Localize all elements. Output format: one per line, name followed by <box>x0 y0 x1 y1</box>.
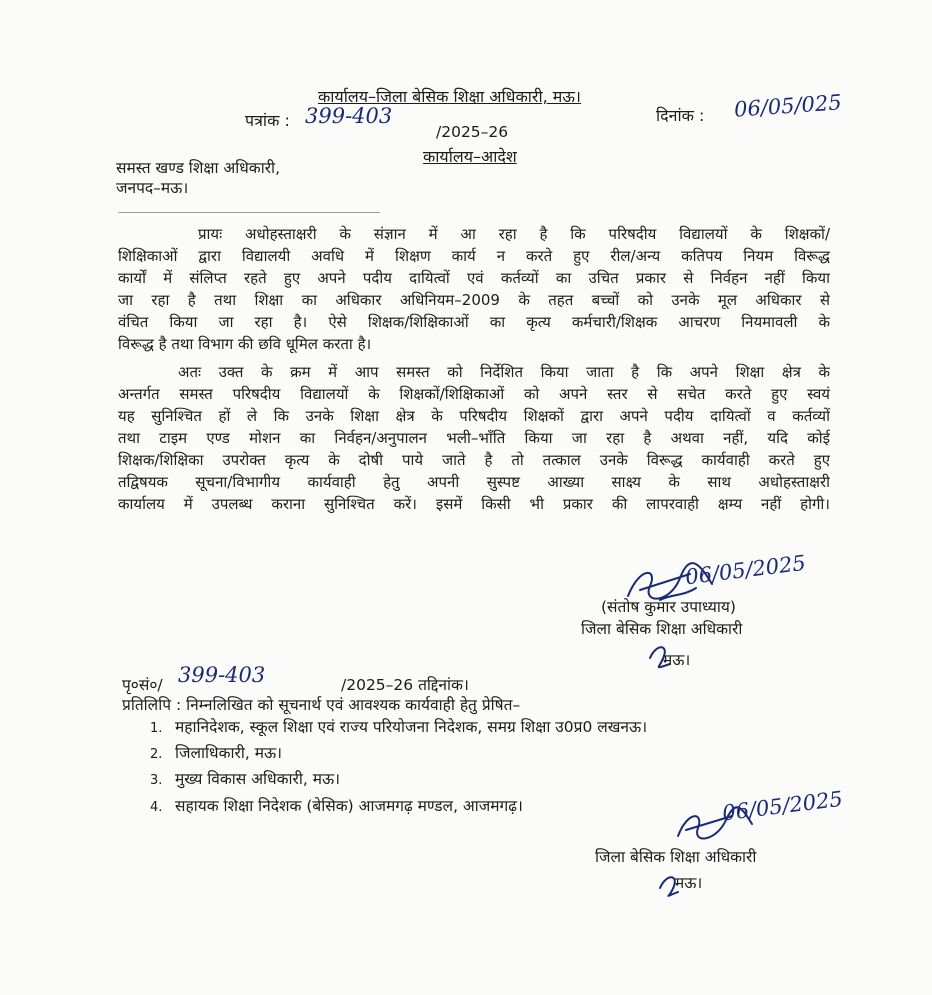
recipient-item: मुख्य विकास अधिकारी, मऊ। <box>175 770 341 788</box>
office-heading: कार्यालय–जिला बेसिक शिक्षा अधिकारी, मऊ। <box>318 87 581 106</box>
recipient-item: महानिदेशक, स्कूल शिक्षा एवं राज्य परियोजना निदेशक, समग्र शिक्षा उ0प्र0 लखनऊ। <box>175 718 648 736</box>
para2-line: शिक्षक/शिक्षिका उपरोक्त कृत्य के दोषी पाये जाते है तो तत्काल उनके विरूद्ध कार्यवाही करते हुए <box>118 451 830 469</box>
date-handwritten: 06/05/025 <box>733 90 843 122</box>
recipient-number: 1. <box>150 721 163 736</box>
recipient-number: 3. <box>150 773 163 788</box>
signatory-place: मऊ। <box>663 651 691 669</box>
endorsement-ref-handwritten: 399-403 <box>178 663 266 687</box>
para2-line: तथा टाइम एण्ड मोशन का निर्वहन/अनुपालन भली–भाँति किया जा रहा है अथवा नहीं, यदि कोई <box>118 429 830 447</box>
para1-line: प्रायः अधोहस्ताक्षरी के संज्ञान में आ रहा है कि परिषदीय विद्यालयों के शिक्षकों/ <box>198 225 830 243</box>
para1-line: शिक्षिकाओं द्वारा विद्यालयी अवधि में शिक्षण कार्य न करते हुए रील/अन्य कतिपय नियम विरूद्ध <box>118 247 830 265</box>
signature1-date-handwritten: 06/05/2025 <box>683 550 808 590</box>
signatory-name: (संतोष कुमार उपाध्याय) <box>601 598 736 616</box>
letter-session: /2025–26 <box>436 123 509 141</box>
para1-line: वंचित किया जा रहा है। ऐसे शिक्षक/शिक्षिकाओं का कृत्य कर्मचारी/शिक्षक आचरण नियमावली के <box>118 313 830 331</box>
para2-line: यह सुनिश्चित हों ले कि उनके शिक्षा क्षेत्र के परिषदीय शिक्षकों द्वारा अपने पदीय दायित्वों व कर्तव्यों <box>118 407 830 425</box>
para1-line: विरूद्ध है तथा विभाग की छवि धूमिल करता है। <box>118 335 372 353</box>
para1-line: जा रहा है तथा शिक्षा का अधिकार अधिनियम–2009 के तहत बच्चों को उनके मूल अधिकार से <box>118 291 830 309</box>
addressee-line-1: समस्त खण्ड शिक्षा अधिकारी, <box>116 159 280 177</box>
recipient-item: जिलाधिकारी, मऊ। <box>175 744 283 762</box>
separator-line <box>118 212 380 213</box>
recipient-number: 2. <box>150 747 163 762</box>
para2-line: अतः उक्त के क्रम में आप समस्त को निर्देशित किया जाता है कि अपने शिक्षा क्षेत्र के <box>178 363 830 381</box>
para2-line: तद्विषयक सूचना/विभागीय कार्यवाही हेतु अपनी सुस्पष्ट आख्या साक्ष्य के साथ अधोहस्ताक्षरी <box>118 473 830 491</box>
endorsement-ref-suffix: /2025–26 तद्दिनांक। <box>341 676 469 694</box>
para2-line: कार्यालय में उपलब्ध कराना सुनिश्चित करें। इसमें किसी भी प्रकार की लापरवाही क्षम्य नहीं होगी। <box>118 495 830 513</box>
para2-line: अन्तर्गत समस्त परिषदीय विद्यालयों के शिक्षकों/शिक्षिकाओं को अपने स्तर से सचेत करते हुए स्वयं <box>118 385 830 403</box>
recipient-item: सहायक शिक्षा निदेशक (बेसिक) आजमगढ़ मण्डल, आजमगढ़। <box>175 797 523 815</box>
signature2-designation: जिला बेसिक शिक्षा अधिकारी <box>595 848 757 866</box>
letter-number-handwritten: 399-403 <box>305 104 393 128</box>
order-title: कार्यालय–आदेश <box>423 147 517 166</box>
endorsement-ref-label: पृ०सं०/ <box>122 676 163 694</box>
para1-line: कार्यों में संलिप्त रहते हुए अपने पदीय दायित्वों एवं कर्तव्यों का उचित प्रकार से निर्वहन नहीं किया <box>118 269 830 287</box>
signatory-designation: जिला बेसिक शिक्षा अधिकारी <box>581 620 743 638</box>
signature2-date-handwritten: 06/05/2025 <box>720 786 845 826</box>
addressee-line-2: जनपद–मऊ। <box>116 179 189 197</box>
copy-forward-line: प्रतिलिपि : निम्नलिखित को सूचनार्थ एवं आवश्यक कार्यवाही हेतु प्रेषित– <box>122 696 521 714</box>
recipient-number: 4. <box>150 800 163 815</box>
letter-number-label: पत्रांक : <box>245 111 290 130</box>
signature2-place: मऊ। <box>675 874 703 892</box>
date-label: दिनांक : <box>656 106 705 125</box>
